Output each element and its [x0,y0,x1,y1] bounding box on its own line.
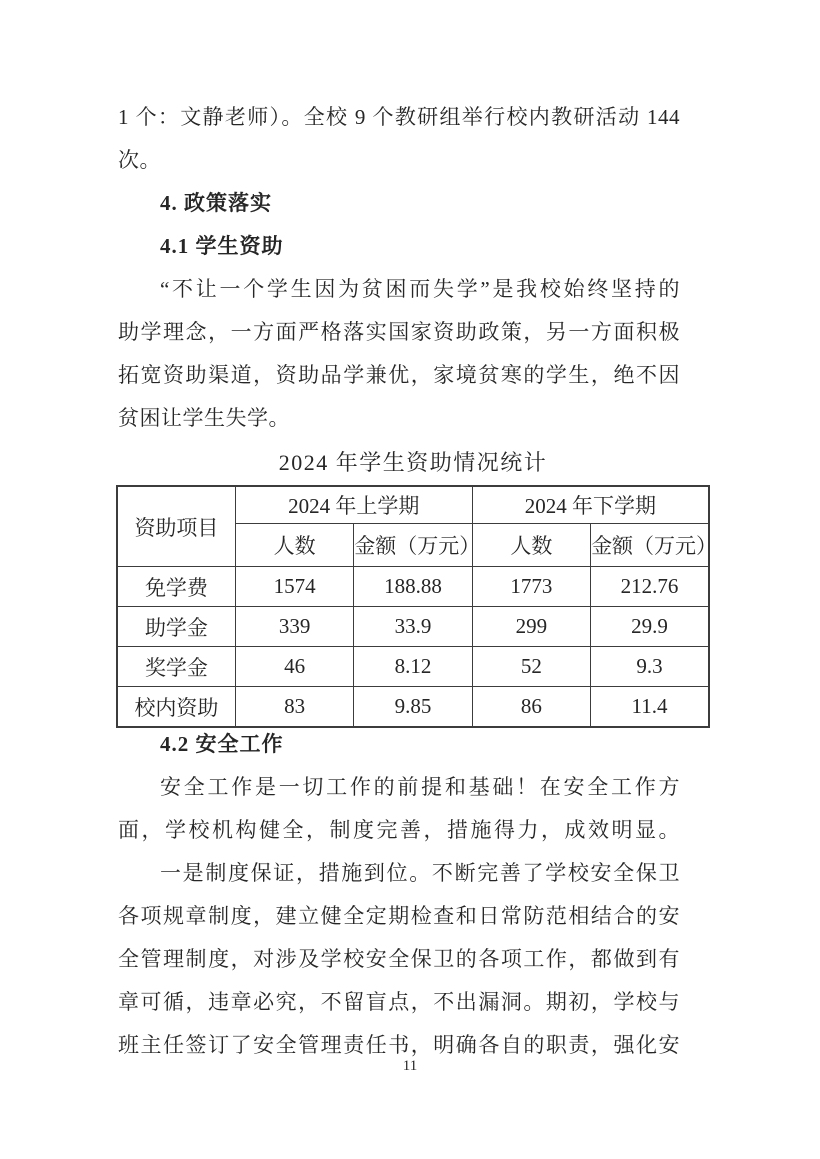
body-line: 各项规章制度，建立健全定期检查和日常防范相结合的安 [118,904,680,928]
body-line: 全管理制度，对涉及学校安全保卫的各项工作，都做到有 [118,947,680,971]
body-line: 章可循，违章必究，不留盲点，不出漏洞。期初，学校与 [118,990,680,1014]
student-aid-table [116,485,718,728]
table-cell: 86 [472,687,590,728]
table-row [117,647,709,687]
table-row [117,567,709,607]
section-heading-student-aid: 4.1 学生资助 [160,234,284,258]
table-cell: 212.76 [591,567,709,607]
table-row [117,687,709,728]
table-header-semester-1: 2024 年上学期 [235,486,472,524]
body-line: 安全工作是一切工作的前提和基础！在安全工作方 [160,775,680,799]
section-heading-policy: 4. 政策落实 [160,191,272,215]
table-cell: 83 [235,687,353,728]
body-line: 一是制度保证，措施到位。不断完善了学校安全保卫 [160,861,680,885]
section-heading-safety: 4.2 安全工作 [160,732,284,756]
table-header-item: 资助项目 [117,486,235,567]
table-cell: 46 [235,647,353,687]
table-header-semester-2: 2024 年下学期 [472,486,709,524]
table-cell: 9.85 [354,687,472,728]
body-line: 班主任签订了安全管理责任书，明确各自的职责，强化安 [118,1033,680,1057]
body-line: 次。 [118,148,161,172]
table-cell: 1574 [235,567,353,607]
table-row [117,607,709,647]
body-line: “不让一个学生因为贫困而失学”是我校始终坚持的 [160,277,680,301]
table-cell: 11.4 [591,687,709,728]
table-subheader-count-1: 人数 [235,524,353,567]
table-subheader-amount-1: 金额（万元） [354,524,472,567]
body-line: 面，学校机构健全，制度完善，措施得力，成效明显。 [118,818,680,842]
table-cell: 299 [472,607,590,647]
table-cell: 29.9 [591,607,709,647]
table-cell: 188.88 [354,567,472,607]
table-cell: 9.3 [591,647,709,687]
table-cell: 8.12 [354,647,472,687]
body-line: 助学理念，一方面严格落实国家资助政策，另一方面积极 [118,320,680,344]
upper-text-block [118,96,680,440]
body-line: 拓宽资助渠道，资助品学兼优，家境贫寒的学生，绝不因 [118,363,680,387]
table-cell: 1773 [472,567,590,607]
table-cell: 52 [472,647,590,687]
table-cell: 助学金 [117,607,235,647]
body-line: 1 个：文静老师）。全校 9 个教研组举行校内教研活动 144 [118,105,680,129]
body-line: 贫困让学生失学。 [118,406,290,430]
page-number: 11 [402,1058,418,1074]
table-cell: 校内资助 [117,687,235,728]
table-cell: 奖学金 [117,647,235,687]
table-subheader-count-2: 人数 [472,524,590,567]
lower-text-block [118,723,680,1067]
table-subheader-amount-2: 金额（万元） [591,524,709,567]
table-cell: 免学费 [117,567,235,607]
table-title: 2024 年学生资助情况统计 [278,450,548,475]
table-cell: 339 [235,607,353,647]
table-cell: 33.9 [354,607,472,647]
